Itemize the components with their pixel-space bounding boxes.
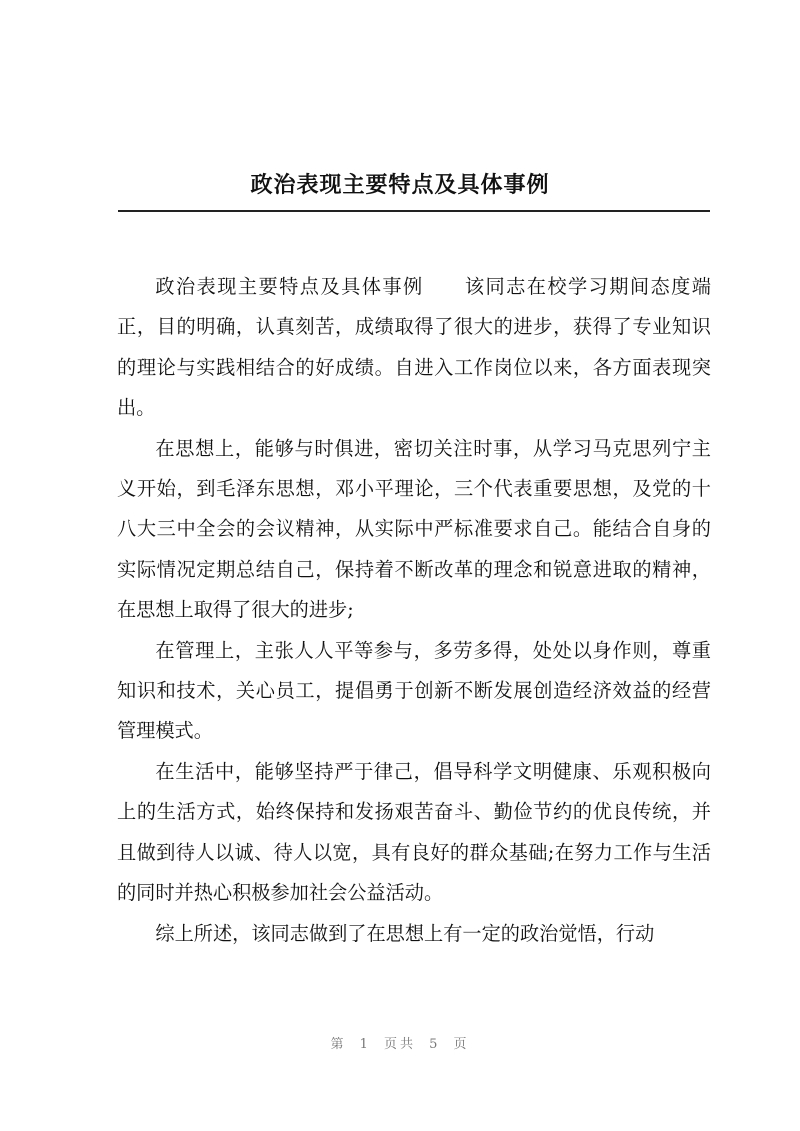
document-body — [117, 267, 711, 954]
body-paragraph: 在管理上，主张人人平等参与，多劳多得，处处以身作则，尊重知识和技术，关心员工，提倡勇于创新不断发展创造经济效益的经营管理模式。 — [117, 638, 711, 743]
body-paragraph: 综上所述，该同志做到了在思想上有一定的政治觉悟，行动 — [155, 921, 655, 945]
body-paragraph: 在思想上，能够与时俱进，密切关注时事，从学习马克思列宁主义开始，到毛泽东思想，邓小平理论，三个代表重要思想，及党的十八大三中全会的会议精神，从实际中严标准要求自己。能结合自身的实际情况定期总结自己，保持着不断改革的理念和锐意进取的精神，在思想上取得了很大的进步; — [117, 436, 711, 622]
document-title: 政治表现主要特点及具体事例 — [250, 172, 550, 198]
page-number-footer: 第 1 页共 5 页 — [330, 1037, 470, 1052]
body-paragraph: 在生活中，能够坚持严于律己，倡导科学文明健康、乐观积极向上的生活方式，始终保持和发扬艰苦奋斗、勤俭节约的优良传统，并且做到待人以诚、待人以宽，具有良好的群众基础;在努力工作与生活的同时并热心积极参加社会公益活动。 — [117, 759, 711, 905]
title-divider — [118, 210, 710, 212]
body-paragraph: 政治表现主要特点及具体事例 该同志在校学习期间态度端正，目的明确，认真刻苦，成绩取得了很大的进步，获得了专业知识的理论与实践相结合的好成绩。自进入工作岗位以来，各方面表现突出。 — [117, 275, 711, 420]
